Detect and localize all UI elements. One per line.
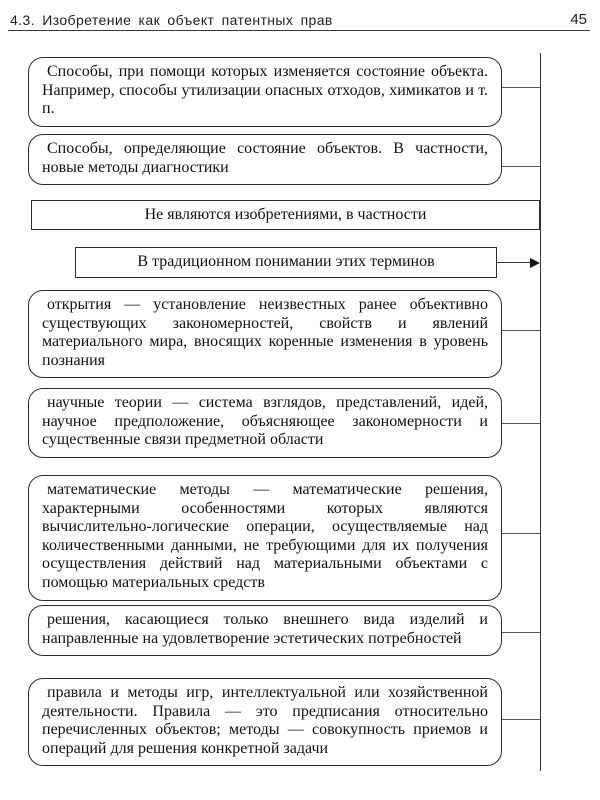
connector-line xyxy=(502,719,540,720)
box-not-inventions-header: Не являются изобретениями, в частности xyxy=(31,200,540,230)
connector-line xyxy=(502,423,540,424)
page-number: 45 xyxy=(570,11,587,28)
connector-line xyxy=(502,632,540,633)
section-title: 4.3. Изобретение как объект патентных прав xyxy=(10,12,333,28)
box-methods-changing-state: Способы, при помощи которых изменяется состояние объекта. Например, способы утилизации опасных отходов, химикатов и т. п. xyxy=(28,57,502,127)
box-methods-determining-state: Способы, определяющие состояние объектов. В частности, новые методы диагностики xyxy=(28,134,502,185)
box-discoveries: открытия — установление неизвестных ранее объективно существующих закономерностей, свойств и явлений материального мира, вносящих коренные изменения в уровень познания xyxy=(28,290,502,378)
arrow-connector-line xyxy=(497,262,533,263)
box-scientific-theories: научные теории — система взглядов, представлений, идей, научное предположение, объясняющее закономерности и существенные связи предметной области xyxy=(28,388,502,458)
box-appearance-solutions: решения, касающиеся только внешнего вида изделий и направленные на удовлетворение эстетических потребностей xyxy=(28,605,502,656)
connector-line xyxy=(502,166,540,167)
connector-line xyxy=(502,330,540,331)
spine-line xyxy=(540,53,541,771)
connector-line xyxy=(502,533,540,534)
box-traditional-meaning: В традиционном понимании этих терминов xyxy=(75,247,497,278)
box-rules-and-methods: правила и методы игр, интеллектуальной или хозяйственной деятельности. Правила — это предписания относительно перечисленных объектов; методы — совокупность приемов и операций для решения конкретной задачи xyxy=(28,678,502,766)
header-rule xyxy=(8,30,590,31)
arrow-right-icon xyxy=(530,258,540,268)
connector-line xyxy=(502,87,540,88)
box-mathematical-methods: математические методы — математические решения, характерными особенностями которых являются вычислительно-логические операции, осуществляемые над количественными данными, не требующими для их получения осуществления действий над материальными объектами с помощью материальных средств xyxy=(28,475,502,601)
